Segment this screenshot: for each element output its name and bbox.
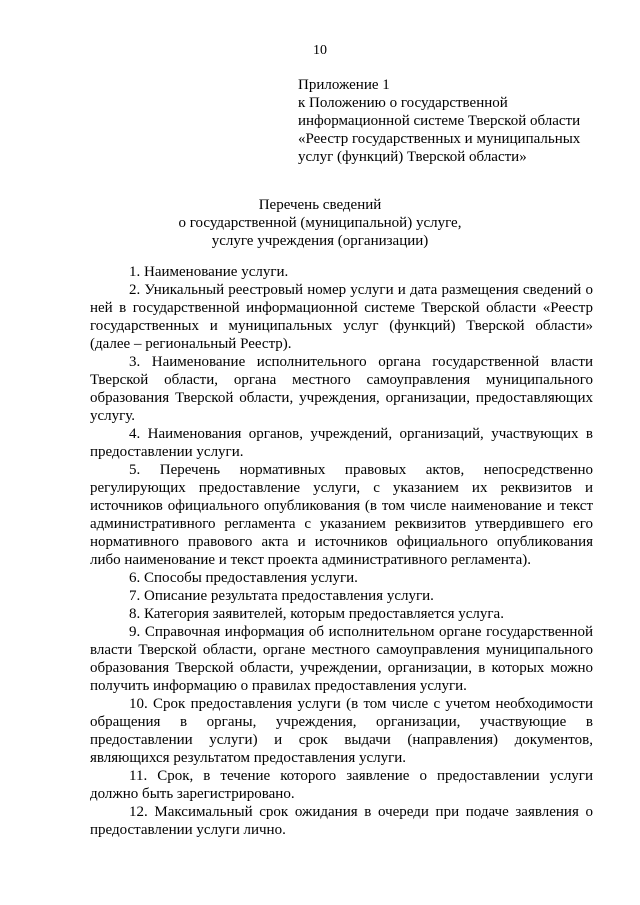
appendix-header: [298, 76, 618, 166]
page-number: 10: [313, 43, 327, 58]
appendix-line: Приложение 1: [298, 77, 390, 93]
title-line: о государственной (муниципальной) услуге,: [178, 215, 462, 231]
appendix-line: услуг (функций) Тверской области»: [298, 149, 527, 165]
list-item: 8. Категория заявителей, которым предоставляется услуга.: [129, 606, 504, 622]
appendix-line: к Положению о государственной: [298, 95, 508, 111]
list-item: 12. Максимальный срок ожидания в очереди при подаче заявления о предоставлении услуги лично.: [90, 804, 593, 838]
list-item: 3. Наименование исполнительного органа государственной власти Тверской области, органа местного самоуправления муниципального образования Тверской области, учреждения, организации, предоставляющих услугу.: [90, 354, 593, 424]
items-list: [90, 263, 593, 839]
list-item: 2. Уникальный реестровый номер услуги и дата размещения сведений о ней в государственной информационной системе Тверской области «Реестр государственных и муниципальных услуг (функций) Тверской области» (далее – региональный Реестр).: [90, 282, 593, 352]
list-item: 1. Наименование услуги.: [129, 264, 289, 280]
list-item: 11. Срок, в течение которого заявление о предоставлении услуги должно быть зарегистрировано.: [90, 768, 593, 802]
document-title: [60, 196, 580, 250]
title-line: услуге учреждения (организации): [211, 233, 429, 249]
appendix-line: информационной системе Тверской области: [298, 113, 581, 129]
list-item: 6. Способы предоставления услуги.: [129, 570, 358, 586]
appendix-line: «Реестр государственных и муниципальных: [298, 131, 581, 147]
list-item: 9. Справочная информация об исполнительном органе государственной власти Тверской области, органе местного самоуправления муниципального образования Тверской области, учреждении, организации, в которых можно получить информацию о правилах предоставления услуги.: [90, 624, 593, 694]
list-item: 5. Перечень нормативных правовых актов, непосредственно регулирующих предоставление услуги, с указанием их реквизитов и источников официального опубликования (в том числе наименование и текст административного регламента с указанием реквизитов утвердившего его нормативного правового акта и источников официального опубликования либо наименование и текст проекта административного регламента).: [90, 462, 593, 568]
list-item: 10. Срок предоставления услуги (в том числе с учетом необходимости обращения в органы, учреждения, организации, участвующие в предоставлении услуги) и срок выдачи (направления) документов, являющихся результатом предоставления услуги.: [90, 696, 593, 766]
list-item: 4. Наименования органов, учреждений, организаций, участвующих в предоставлении услуги.: [90, 426, 593, 460]
list-item: 7. Описание результата предоставления услуги.: [129, 588, 434, 604]
title-line: Перечень сведений: [258, 197, 382, 213]
